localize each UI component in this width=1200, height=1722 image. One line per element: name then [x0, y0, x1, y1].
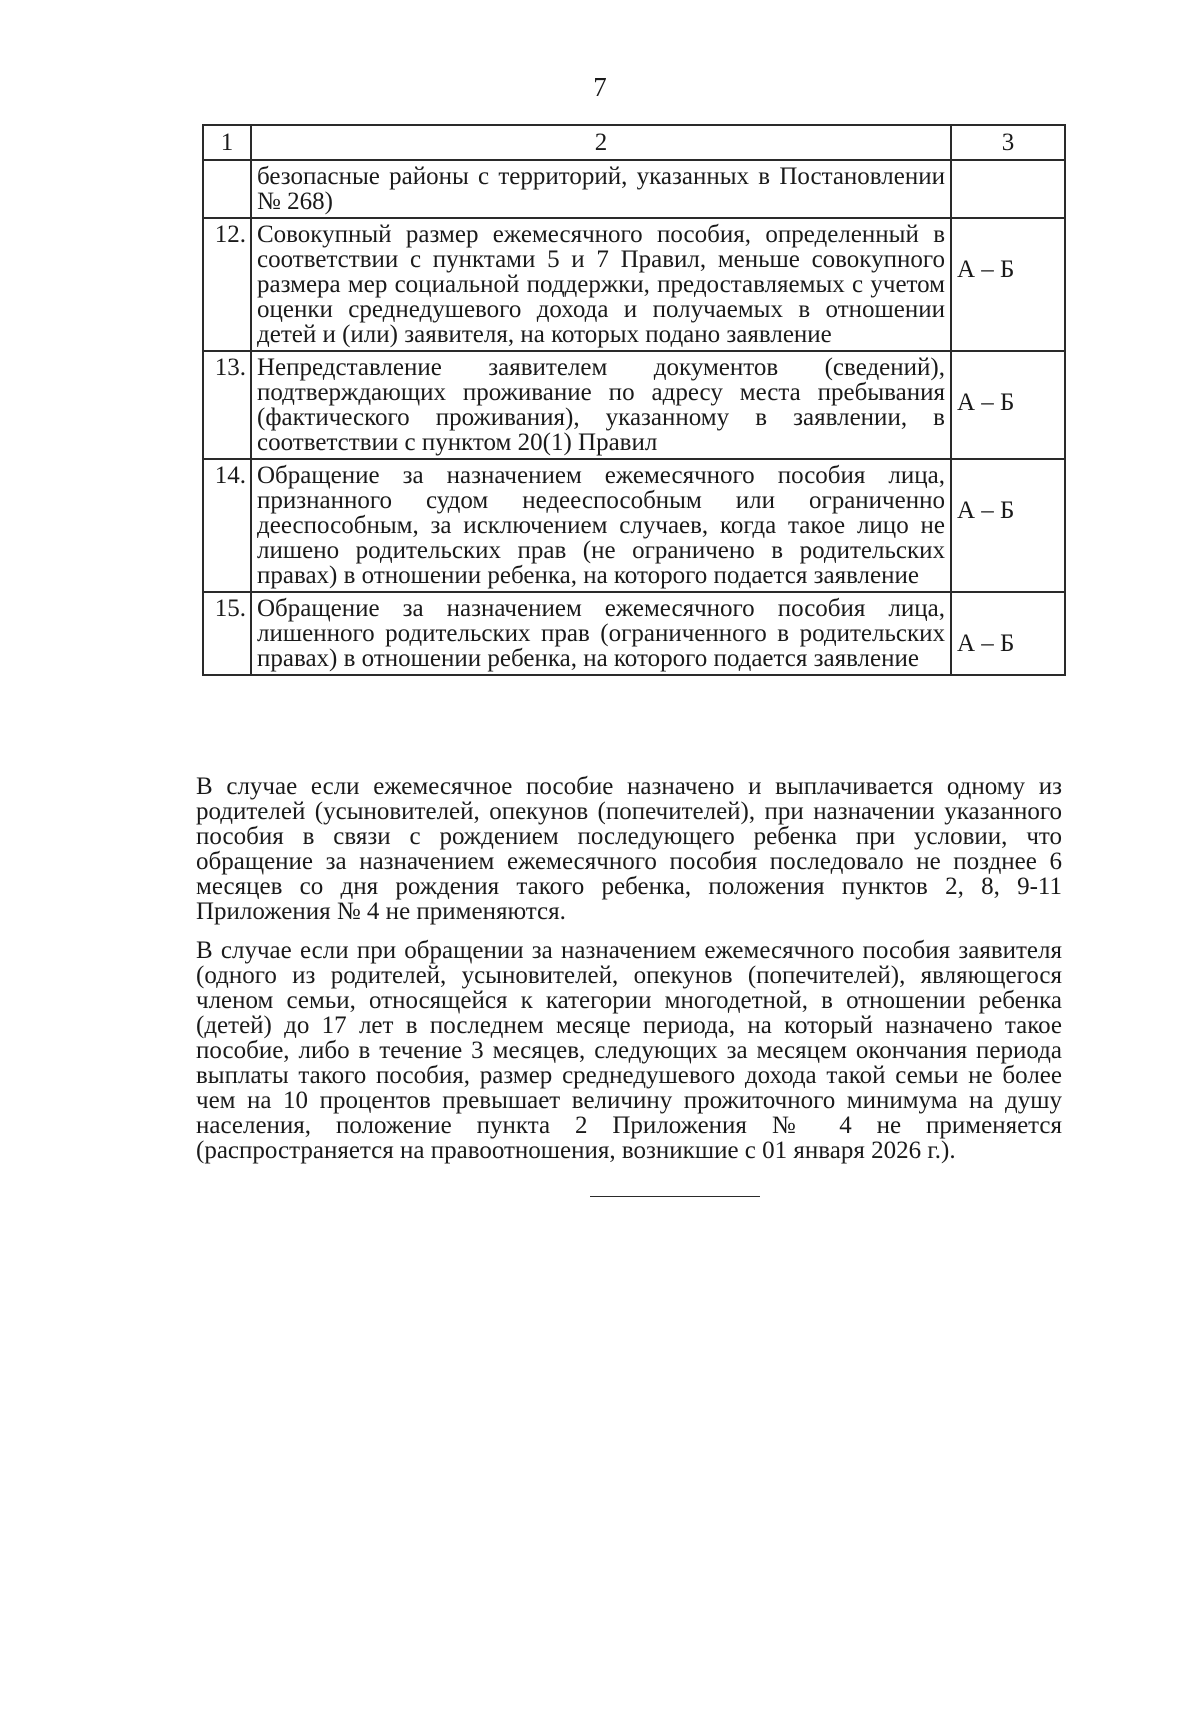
column-header-2: 2 [251, 125, 951, 160]
page-number: 7 [593, 72, 607, 102]
row-code: А – Б [951, 218, 1065, 351]
column-header-3: 3 [951, 125, 1065, 160]
row-description: Обращение за назначением ежемесячного пособия лица, лишенного родительских прав (ограниченного в родительских правах) в отношении ребенка, на которого подается заявление [251, 592, 951, 675]
column-header-1: 1 [203, 125, 251, 160]
end-separator-line [590, 1196, 760, 1197]
table-row [203, 592, 1065, 675]
table-row [203, 218, 1065, 351]
row-number [203, 160, 251, 218]
row-code [951, 160, 1065, 218]
table-row [203, 160, 1065, 218]
row-description: безопасные районы с территорий, указанных в Постановлении № 268) [251, 160, 951, 218]
row-description: Обращение за назначением ежемесячного пособия лица, признанного судом недееспособным или ограниченно дееспособным, за исключением случаев, когда такое лицо не лишено родительских прав (не ограничено в родительских правах) в отношении ребенка, на которого подается заявление [251, 459, 951, 592]
row-number: 14. [203, 459, 251, 592]
table-header-row [203, 125, 1065, 160]
table-row [203, 351, 1065, 459]
row-code: А – Б [951, 351, 1065, 459]
table-row [203, 459, 1065, 592]
notes-section [196, 774, 1062, 1177]
row-description: Непредставление заявителем документов (сведений), подтверждающих проживание по адресу места пребывания (фактического проживания), указанному в заявлении, в соответствии с пунктом 20(1) Правил [251, 351, 951, 459]
criteria-table [202, 124, 1066, 676]
row-description: Совокупный размер ежемесячного пособия, определенный в соответствии с пунктами 5 и 7 Правил, меньше совокупного размера мер социальной поддержки, предоставляемых с учетом оценки среднедушевого дохода и получаемых в отношении детей и (или) заявителя, на которых подано заявление [251, 218, 951, 351]
row-code: А – Б [951, 592, 1065, 675]
row-number: 12. [203, 218, 251, 351]
note-paragraph: В случае если ежемесячное пособие назначено и выплачивается одному из родителей (усыновителей, опекунов (попечителей), при назначении указанного пособия в связи с рождением последующего ребенка при условии, что обращение за назначением ежемесячного пособия последовало не позднее 6 месяцев со дня рождения такого ребенка, положения пунктов 2, 8, 9-11 Приложения № 4 не применяются. [196, 773, 1062, 925]
row-code: А – Б [951, 459, 1065, 592]
row-number: 13. [203, 351, 251, 459]
row-number: 15. [203, 592, 251, 675]
note-paragraph: В случае если при обращении за назначением ежемесячного пособия заявителя (одного из родителей, усыновителей, опекунов (попечителей), являющегося членом семьи, относящейся к категории многодетной, в отношении ребенка (детей) до 17 лет в последнем месяце периода, на который назначено такое пособие, либо в течение 3 месяцев, следующих за месяцем окончания периода выплаты такого пособия, размер среднедушевого дохода такой семьи не более чем на 10 процентов превышает величину прожиточного минимума на душу населения, положение пункта 2 Приложения № 4 не применяется (распространяется на правоотношения, возникшие с 01 января 2026 г.). [196, 937, 1062, 1164]
